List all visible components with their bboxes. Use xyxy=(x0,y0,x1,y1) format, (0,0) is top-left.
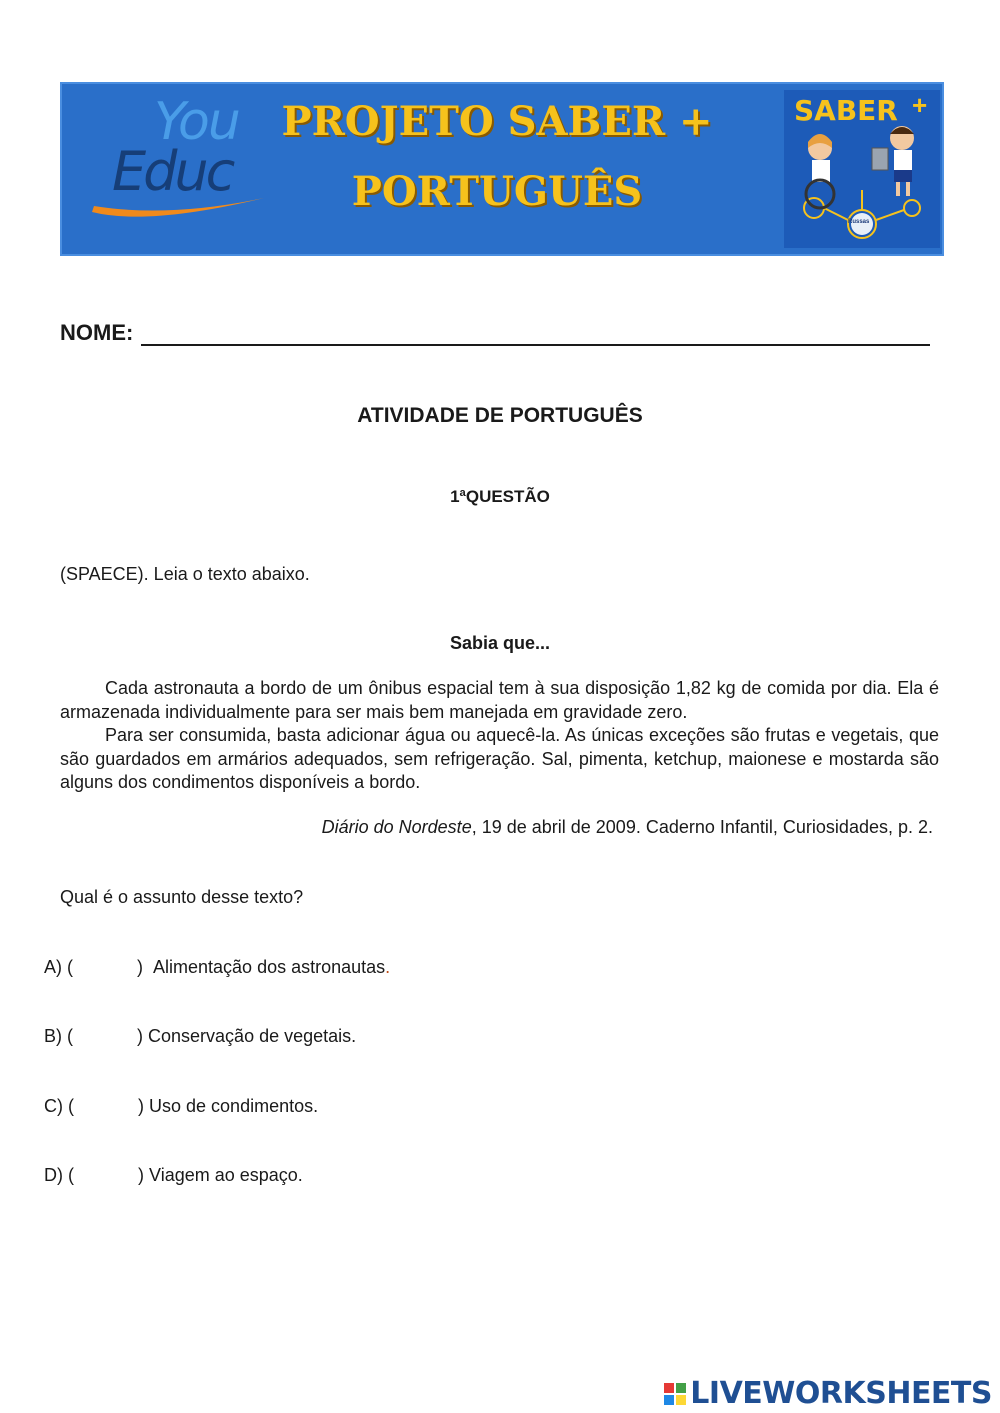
option-text: Conservação de vegetais. xyxy=(148,1026,357,1046)
option-a[interactable] xyxy=(44,957,390,978)
option-close: ) xyxy=(138,1165,144,1185)
option-b[interactable] xyxy=(44,1026,356,1047)
banner-title-line2: PORTUGUÊS xyxy=(351,168,643,215)
activity-heading: ATIVIDADE DE PORTUGUÊS xyxy=(357,404,643,427)
option-text: Uso de condimentos. xyxy=(149,1096,319,1116)
name-label: NOME: xyxy=(60,320,134,345)
logo-you-text: You xyxy=(154,92,239,152)
text-title: Sabia que... xyxy=(449,633,551,653)
banner-title-line1: PROJETO SABER + xyxy=(281,98,713,145)
option-suffix: . xyxy=(385,957,391,977)
name-field[interactable] xyxy=(60,320,930,346)
liveworksheets-logo-icon xyxy=(664,1383,686,1405)
saber-badge-plus: + xyxy=(912,90,928,120)
option-close: ) xyxy=(137,1026,143,1046)
reading-text xyxy=(60,677,939,795)
option-text: Alimentação dos astronautas xyxy=(153,957,386,977)
option-letter: C) ( xyxy=(44,1096,74,1116)
question-number: 1ªQUESTÃO xyxy=(450,487,550,506)
watermark-text: LIVEWORKSHEETS xyxy=(690,1376,992,1411)
source-details: , 19 de abril de 2009. Caderno Infantil, Curiosidades, p. 2. xyxy=(471,817,933,837)
option-letter: B) ( xyxy=(44,1026,73,1046)
option-text: Viagem ao espaço. xyxy=(149,1165,303,1185)
option-letter: A) ( xyxy=(44,957,73,977)
liveworksheets-watermark xyxy=(664,1376,992,1411)
option-c[interactable] xyxy=(44,1096,318,1117)
option-letter: D) ( xyxy=(44,1165,74,1185)
seal-text: Russas xyxy=(848,219,870,225)
name-input-line[interactable] xyxy=(141,324,930,346)
saber-badge xyxy=(784,90,940,248)
question-text: Qual é o assunto desse texto? xyxy=(60,887,304,907)
paragraph-2: Para ser consumida, basta adicionar água ou aquecê-la. As únicas exceções são frutas e vegetais, que são guardados em armários adequados, sem refrigeração. Sal, pimenta, ketchup, maionese e mostarda são alguns dos condimentos disponíveis a bordo. xyxy=(60,725,939,792)
source-citation xyxy=(322,817,933,838)
intro-text: (SPAECE). Leia o texto abaixo. xyxy=(60,564,310,584)
logo-swoosh-icon xyxy=(88,192,268,222)
option-close: ) xyxy=(138,1096,144,1116)
option-d[interactable] xyxy=(44,1165,303,1186)
paragraph-1: Cada astronauta a bordo de um ônibus espacial tem à sua disposição 1,82 kg de comida por dia. Ela é armazenada individualmente para ser mais bem manejada em gravidade zero. xyxy=(60,678,939,722)
option-close: ) xyxy=(137,957,143,977)
saber-badge-text: SABER xyxy=(794,94,898,127)
logo-educ-text: Educ xyxy=(112,140,233,203)
header-banner xyxy=(60,82,944,256)
source-publication: Diário do Nordeste xyxy=(321,817,472,837)
